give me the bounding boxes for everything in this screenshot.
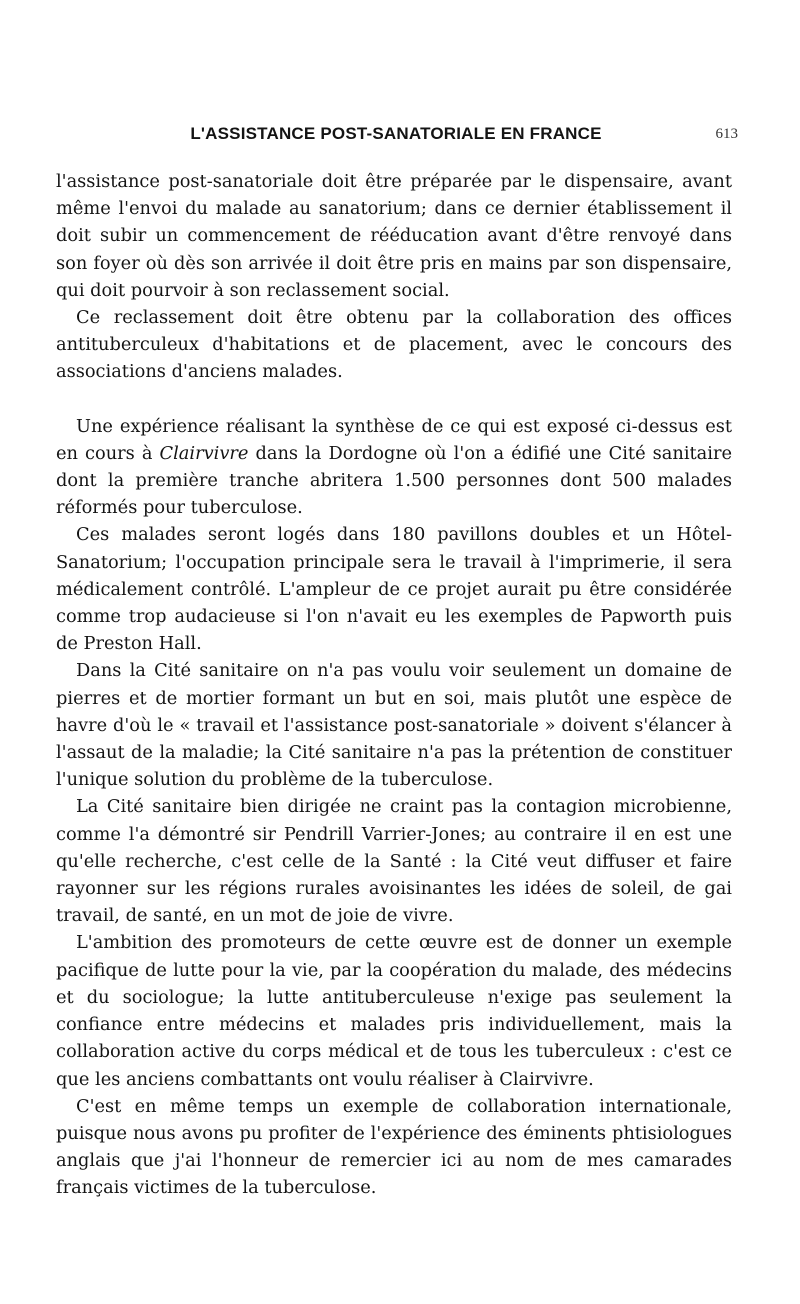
running-title: L'ASSISTANCE POST-SANATORIALE EN FRANCE	[190, 124, 602, 143]
paragraph-1: l'assistance post-sanatoriale doit être préparée par le dispensaire, avant même l'envoi du malade au sanatorium; dans ce dernier établissement il doit subir un commencement de rééducation avant d'être renvoyé dans son foyer où dès son arrivée il doit être pris en mains par son dispensaire, qui doit pourvoir à son reclassement social.	[56, 171, 732, 301]
page-number: 613	[715, 126, 738, 142]
paragraph-4: Ces malades seront logés dans 180 pavillons doubles et un Hôtel-Sanatorium; l'occupation principale sera le travail à l'imprimerie, il sera médicalement contrôlé. L'ampleur de ce projet aurait pu être considérée comme trop audacieuse si l'on n'avait eu les exemples de Papworth puis de Preston Hall.	[56, 524, 732, 655]
paragraph-2: Ce reclassement doit être obtenu par la collaboration des offices antituberculeux d'habitations et de placement, avec le concours des associations d'anciens malades.	[56, 307, 732, 383]
body-text	[56, 168, 732, 1202]
paragraph-3-after: dans la Dordogne où l'on a édifié une Cité sanitaire dont la première tranche abritera 1.500 personnes dont 500 malades réformés pour tuberculose.	[56, 442, 732, 519]
clairvivre-emphasis: Clairvivre	[159, 442, 249, 464]
paragraph-6: La Cité sanitaire bien dirigée ne craint pas la contagion microbienne, comme l'a démontré sir Pendrill Varrier-Jones; au contraire il en est une qu'elle recherche, c'est celle de la Santé : la Cité veut diffuser et faire rayonner sur les régions rurales avoisinantes les idées de soleil, de gai travail, de santé, en un mot de joie de vivre.	[56, 796, 732, 927]
paragraph-3	[56, 413, 732, 522]
paragraph-8: C'est en même temps un exemple de collaboration internationale, puisque nous avons pu profiter de l'expérience des éminents phtisiologues anglais que j'ai l'honneur de remercier ici au nom de mes camarades français victimes de la tuberculose.	[56, 1095, 732, 1199]
paragraph-3-before: Une expérience réalisant la synthèse de ce qui est exposé ci-dessus est en cours à	[56, 415, 732, 464]
running-head	[56, 124, 736, 148]
paragraph-5: Dans la Cité sanitaire on n'a pas voulu voir seulement un domaine de pierres et de mortier formant un but en soi, mais plutôt une espèce de havre d'où le « travail et l'assistance post-sanatoriale » doivent s'élancer à l'assaut de la maladie; la Cité sanitaire n'a pas la prétention de constituer l'unique solution du problème de la tuberculose.	[56, 660, 732, 791]
paragraph-7: L'ambition des promoteurs de cette œuvre est de donner un exemple pacifique de lutte pour la vie, par la coopération du malade, des médecins et du sociologue; la lutte antituberculeuse n'exige pas seulement la confiance entre médecins et malades pris individuellement, mais la collaboration active du corps médical et de tous les tuberculeux : c'est ce que les anciens combattants ont voulu réaliser à Clairvivre.	[56, 932, 732, 1090]
